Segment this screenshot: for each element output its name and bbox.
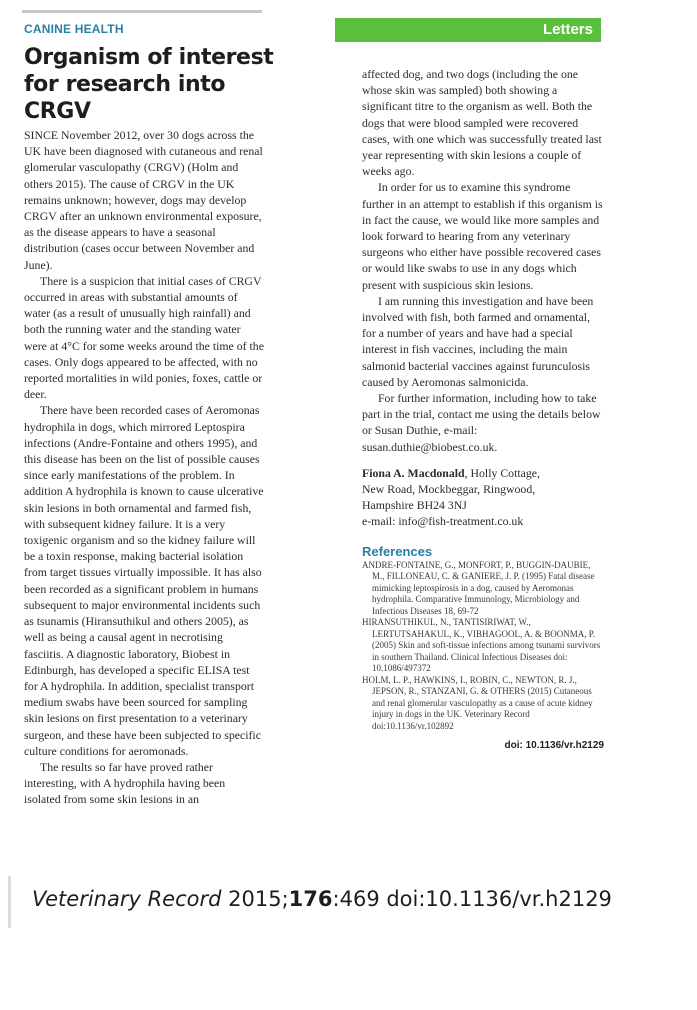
author-byline: [362, 465, 604, 481]
letters-label: Letters: [542, 21, 593, 38]
paragraph: SINCE November 2012, over 30 dogs across the UK have been diagnosed with cutaneous and renal glomerular vasculopathy (CRGV) (Holm and others 2015). The cause of CRGV in the UK remains unknown; however, dogs may develop CRGV after an unknown environmental exposure, as the disease appears to have a seasonal distribution (cases occur between November and June).: [24, 128, 263, 272]
letters-banner: [335, 18, 601, 42]
paragraph: affected dog, and two dogs (including the one whose skin was sampled) both showing a significant titre to the organism as well. Both the dogs that were blood sampled were recovered cases, with one which was successfully treated last year representing with skin lesions a couple of weeks ago.: [362, 67, 602, 179]
author-name: Fiona A. Macdonald: [362, 465, 465, 480]
paragraph: For further information, including how to take part in the trial, contact me using the details below or Susan Duthie, e-mail: susan.duthie@biobest.co.uk.: [362, 391, 601, 454]
section-label: CANINE HEALTH: [24, 22, 124, 36]
citation-rule: [8, 876, 11, 928]
article-doi: doi: 10.1136/vr.h2129: [504, 740, 604, 752]
paragraph: In order for us to examine this syndrome further in an attempt to establish if this organism is in fact the cause, we would like more samples and look forward to hearing from any veterinary surgeons who either have possible recovered cases or would like swabs to use in any dogs which present with suspicious skin lesions.: [362, 180, 603, 292]
reference-item: HOLM, L. P., HAWKINS, I., ROBIN, C., NEWTON, R. J., JEPSON, R., STANZANI, G. & OTHERS (2015) Cutaneous and renal glomerular vasculopathy as a cause of acute kidney injury in dogs in the UK. Veterinary Record doi:10.1136/vr.102892: [362, 674, 593, 731]
author-address: , Holly Cottage,: [464, 465, 540, 480]
references-heading: References: [362, 543, 433, 559]
reference-item: HIRANSUTHIKUL, N., TANTISIRIWAT, W., LERTUTSAHAKUL, K., VIBHAGOOL, A. & BOONMA, P. (2005) Skin and soft-tissue infections among tsunami survivors in southern Thailand. Clinical Infectious Diseases doi: 10.1086/497372: [362, 617, 601, 674]
reference-item: ANDRE-FONTAINE, G., MONFORT, P., BUGGIN-DAUBIE, M., FILLONEAU, C. & GANIERE, J. P. (1995) Fatal disease mimicking leptospirosis in a dog, caused by Aeromonas hydrophila. Comparative Immunology, Microbiology and Infectious Diseases 18, 69-72: [362, 559, 595, 616]
citation-volume: 176: [288, 887, 333, 911]
paragraph: There is a suspicion that initial cases of CRGV occurred in areas with substantial amounts of water (as a result of unusually high rainfall) and both the running water and the standing water were at 4°C for some weeks around the time of the cases. Only dogs appeared to be affected, with no reported mortalities in wild ponies, foxes, cattle or deer.: [24, 273, 264, 402]
citation-year: 2015;: [221, 887, 289, 911]
paragraph: The results so far have proved rather interesting, with A hydrophila having been isolated from some skin lesions in an: [24, 759, 226, 807]
journal-name: Veterinary Record: [32, 887, 222, 911]
citation-line: [32, 887, 612, 911]
author-address-line: New Road, Mockbeggar, Ringwood,: [362, 482, 536, 497]
article-headline: Organism of interest for research into CRGV: [24, 45, 274, 124]
right-column: [362, 66, 604, 754]
left-column: [24, 127, 264, 808]
paragraph: I am running this investigation and have been involved with fish, both farmed and ornamental, for a number of years and have had a special interest in fish vaccines, including the main salmonid bacterial vaccines against furunculosis caused by Aeromonas salmonicida.: [362, 293, 594, 389]
paragraph: There have been recorded cases of Aeromonas hydrophila in dogs, which mirrored Leptospira infections (Andre-Fontaine and others 1995), and this disease has been on the list of possible causes since early manifestations of the problem. In addition A hydrophila is known to cause ulcerative skin lesions in both ornamental and farmed fish, with subsequent kidney failure. It is a very toxigenic organism and so the kidney failure will be a toxin response, making bacterial isolation from target tissues virtually impossible. It has also been recorded as a significant problem in humans subsequent to major environmental incidents such as tsunamis (Hiransuthikul and others 2005), as well as being a causal agent in necrotising fasciitis. A diagnostic laboratory, Biobest in Edinburgh, has developed a specific ELISA test for A hydrophila. In addition, specialist transport medium swabs have been sourced for sampling skin lesions on first presentation to a veterinary surgeon, and these have been subjected to specific culture conditions for aeromonads.: [24, 403, 264, 758]
author-email: e-mail: info@fish-treatment.co.uk: [362, 514, 524, 529]
author-address-line: Hampshire BH24 3NJ: [362, 498, 467, 513]
citation-pages-doi: :469 doi:10.1136/vr.h2129: [332, 887, 612, 911]
header-rule: [22, 10, 262, 13]
